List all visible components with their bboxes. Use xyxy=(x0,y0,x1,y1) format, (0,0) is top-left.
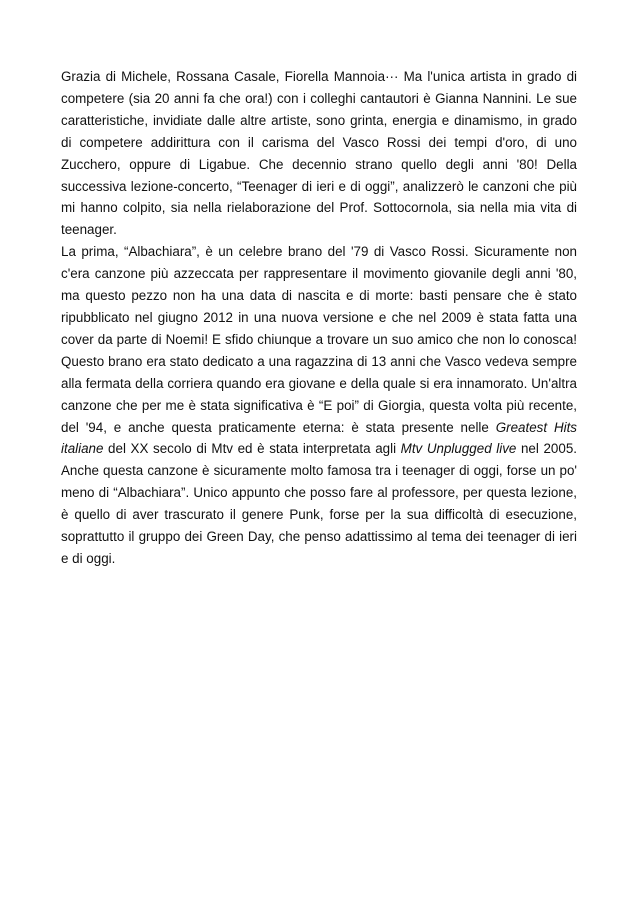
paragraph-songs-text-1: La prima, “Albachiara”, è un celebre brano del '79 di Vasco Rossi. Sicuramente non c'era canzone più azzeccata per rappresentare il movimento giovanile degli anni '80, ma questo pezzo non ha una data di nascita e di morte: basti pensare che è stato ripubblicato nel giugno 2012 in una nuova versione e che nel 2009 è stata fatta una cover da parte di Noemi! E sfido chiunque a trovare un suo amico che non lo conosca! Questo brano era stato dedicato a una ragazzina di 13 anni che Vasco vedeva sempre alla fermata della corriera quando era giovane e della quale si era innamorato. Un'altra canzone che per me è stata significativa è “E poi” di Giorgia, questa volta più recente, del '94, e anche questa praticamente eterna: è stata presente nelle xyxy=(61,244,577,435)
italic-greatest-hits: Greatest Hits italiane xyxy=(61,419,578,457)
paragraph-songs xyxy=(61,241,577,570)
document-page xyxy=(61,66,577,570)
italic-mtv-unplugged: Mtv Unplugged live xyxy=(400,441,517,457)
paragraph-songs-text-2: del XX secolo di Mtv ed è stata interpretata agli xyxy=(103,441,401,457)
paragraph-songs-text-3: nel 2005. Anche questa canzone è sicuramente molto famosa tra i teenager di oggi, forse un po' meno di “Albachiara”. Unico appunto che posso fare al professore, per questa lezione, è quello di aver trascurato il genere Punk, forse per la sua difficoltà di esecuzione, soprattutto il gruppo dei Green Day, che penso adattissimo al tema dei teenager di ieri e di oggi. xyxy=(61,441,577,566)
paragraph-intro: Grazia di Michele, Rossana Casale, Fiorella Mannoia··· Ma l'unica artista in grado di competere (sia 20 anni fa che ora!) con i colleghi cantautori è Gianna Nannini. Le sue caratteristiche, invidiate dalle altre artiste, sono grinta, energia e dinamismo, in grado di competere addirittura con il carisma del Vasco Rossi dei tempi d'oro, di uno Zucchero, oppure di Ligabue. Che decennio strano quello degli anni '80! Della successiva lezione-concerto, “Teenager di ieri e di oggi”, analizzerò le canzoni che più mi hanno colpito, sia nella rielaborazione del Prof. Sottocornola, sia nella mia vita di teenager. xyxy=(61,69,577,238)
